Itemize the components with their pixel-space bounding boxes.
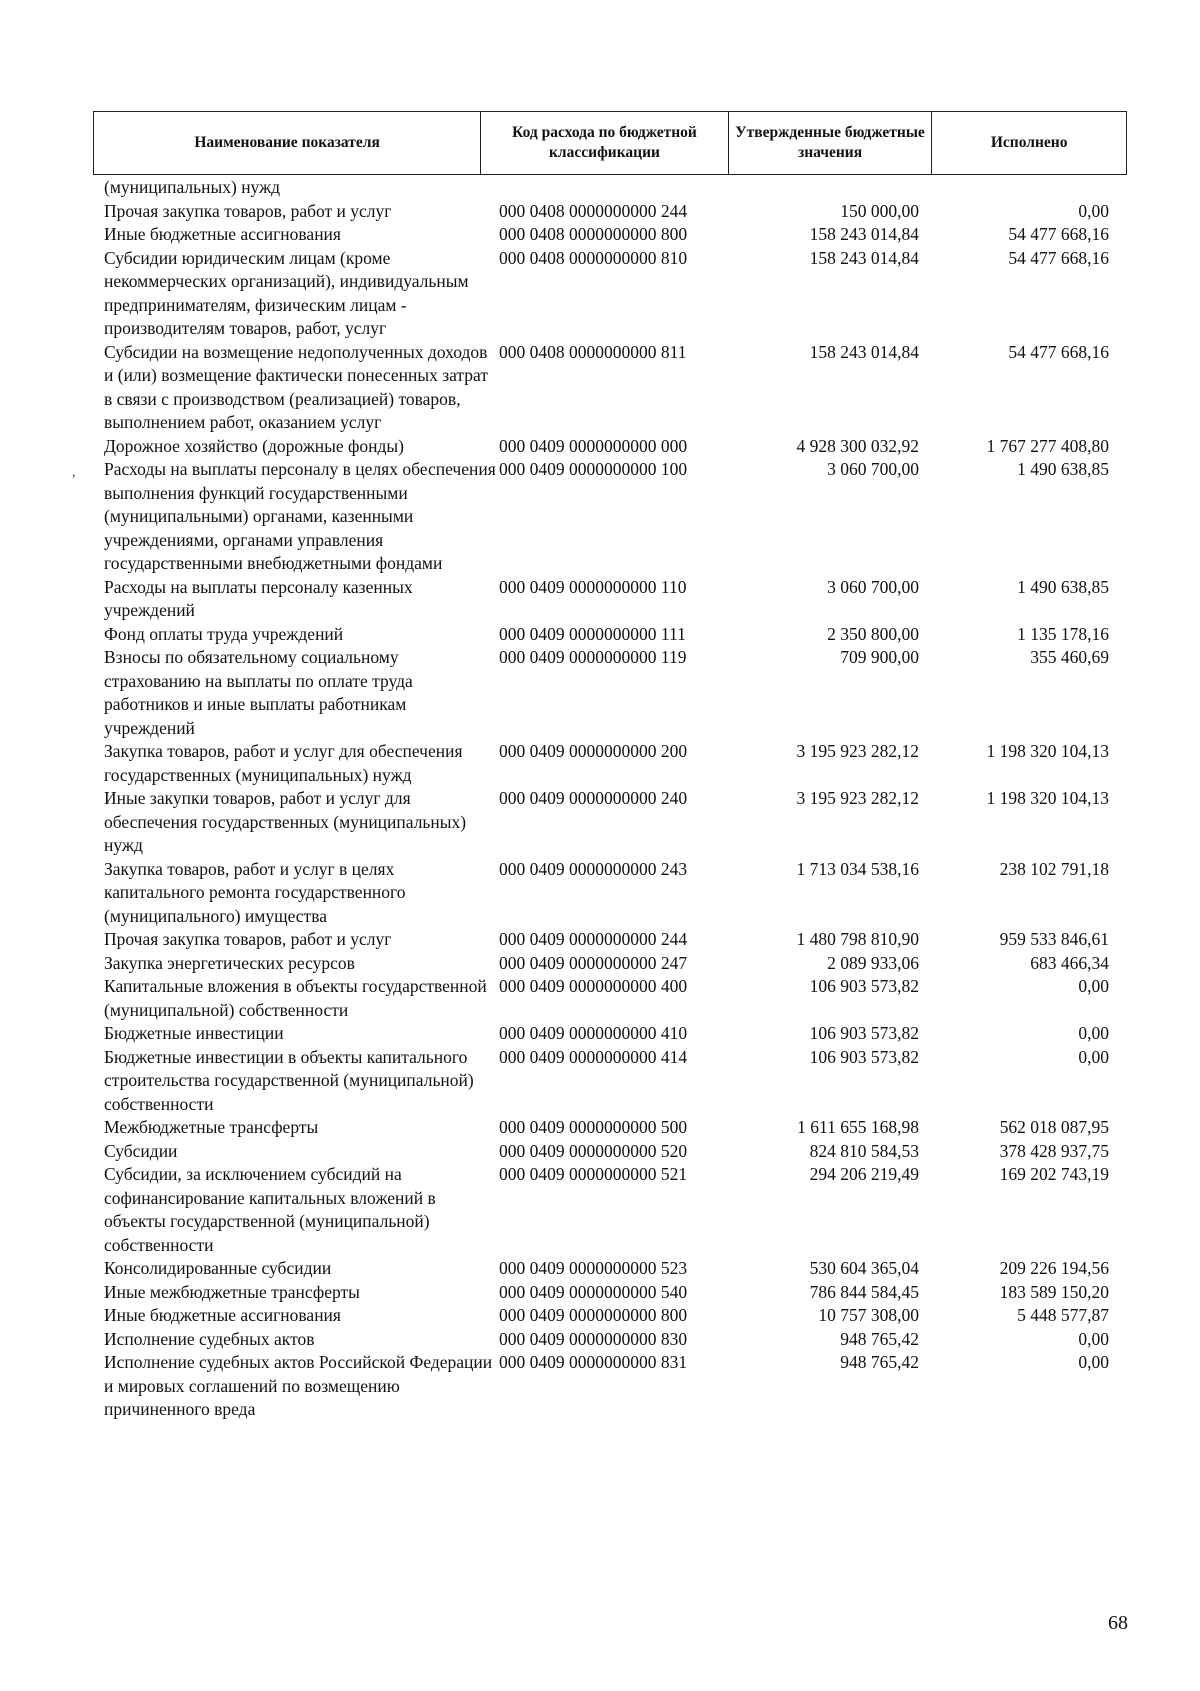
row-approved: 3 060 700,00 (827, 459, 919, 479)
table-row (104, 1328, 1124, 1352)
row-code: 000 0409 0000000000 200 (499, 741, 688, 761)
scan-mark: , (72, 465, 76, 480)
row-executed: 209 226 194,56 (999, 1258, 1109, 1278)
row-executed: 1 767 277 408,80 (986, 435, 1109, 456)
table-row (104, 1116, 1124, 1140)
header-executed: Исполнено (990, 134, 1068, 151)
row-approved: 10 757 308,00 (818, 1305, 919, 1325)
row-executed: 683 466,34 (1030, 952, 1109, 973)
row-code: 000 0409 0000000000 830 (499, 1328, 688, 1349)
page-number: 68 (1108, 1612, 1128, 1634)
row-approved: 2 089 933,06 (827, 952, 919, 973)
row-approved: 106 903 573,82 (809, 1023, 919, 1043)
row-name: Иные бюджетные ассигнования (104, 1305, 341, 1325)
table-row (104, 223, 1124, 247)
row-code: 000 0409 0000000000 100 (499, 459, 688, 479)
table-row (104, 1257, 1124, 1281)
table-row (104, 247, 1124, 341)
table-header (93, 111, 1127, 175)
row-code: 000 0409 0000000000 243 (499, 858, 688, 879)
row-name: Субсидии на возмещение недополученных доходов и (или) возмещение фактически понесенных затрат в связи с производством (реализацией) товаров, выполнением работ, оказанием услуг (104, 341, 489, 432)
row-code: 000 0409 0000000000 119 (499, 647, 687, 667)
row-executed: 0,00 (1078, 200, 1109, 221)
row-name: Иные закупки товаров, работ и услуг для обеспечения государственных (муниципальных) нужд (104, 788, 467, 855)
table-row (104, 576, 1124, 623)
row-approved: 106 903 573,82 (809, 976, 919, 996)
row-code: 000 0409 0000000000 540 (499, 1281, 688, 1302)
row-code (499, 176, 719, 200)
row-code: 000 0409 0000000000 521 (499, 1164, 688, 1184)
row-code: 000 0408 0000000000 800 (499, 224, 688, 244)
table-body (104, 176, 1124, 1422)
row-name: Иные межбюджетные трансферты (104, 1281, 360, 1302)
row-approved: 786 844 584,45 (809, 1281, 919, 1302)
row-code: 000 0409 0000000000 523 (499, 1258, 688, 1278)
row-code: 000 0409 0000000000 831 (499, 1352, 688, 1372)
row-executed: 5 448 577,87 (1017, 1305, 1109, 1325)
row-approved: 150 000,00 (840, 200, 919, 221)
row-code: 000 0409 0000000000 414 (499, 1046, 688, 1067)
header-approved: Утвержденные бюджетные значения (729, 112, 933, 174)
row-code: 000 0409 0000000000 244 (499, 929, 688, 949)
row-code: 000 0409 0000000000 240 (499, 788, 688, 808)
row-executed: 1 198 320 104,13 (986, 788, 1109, 808)
row-name: Исполнение судебных актов (104, 1328, 315, 1349)
row-name: Межбюджетные трансферты (104, 1117, 319, 1137)
table-row (104, 458, 1124, 576)
row-name: Прочая закупка товаров, работ и услуг (104, 929, 392, 949)
row-executed: 0,00 (1078, 1328, 1109, 1349)
table-row (104, 975, 1124, 1022)
row-name: Бюджетные инвестиции в объекты капитального строительства государственной (муниципальной) собственности (104, 1046, 474, 1114)
table-row (104, 435, 1124, 459)
table-row (104, 952, 1124, 976)
row-name: Фонд оплаты труда учреждений (104, 623, 344, 644)
row-approved: 1 713 034 538,16 (796, 858, 919, 879)
table-row (104, 928, 1124, 952)
table-row (104, 623, 1124, 647)
row-executed: 959 533 846,61 (999, 929, 1109, 949)
row-name: Расходы на выплаты персоналу казенных учреждений (104, 576, 413, 620)
table-row (104, 858, 1124, 929)
row-code: 000 0408 0000000000 810 (499, 247, 688, 268)
row-executed: 0,00 (1078, 1023, 1109, 1043)
row-code: 000 0408 0000000000 244 (499, 200, 688, 221)
row-name: Закупка товаров, работ и услуг в целях капитального ремонта государственного (муниципального) имущества (104, 858, 406, 926)
row-approved: 1 480 798 810,90 (796, 929, 919, 949)
row-approved: 158 243 014,84 (809, 224, 919, 244)
row-approved: 948 765,42 (840, 1328, 919, 1349)
row-executed: 54 477 668,16 (1008, 341, 1109, 362)
row-code: 000 0409 0000000000 110 (499, 576, 687, 597)
table-row (104, 200, 1124, 224)
row-name: Иные бюджетные ассигнования (104, 224, 341, 244)
row-name: Расходы на выплаты персоналу в целях обеспечения выполнения функций государственными (муниципальными) органами, казенными учреждениями, органами управления государственными внебюджетными фондами (104, 459, 496, 573)
row-approved: 709 900,00 (840, 647, 919, 667)
row-executed: 378 428 937,75 (999, 1140, 1109, 1161)
row-approved (719, 176, 919, 200)
row-code: 000 0409 0000000000 247 (499, 952, 688, 973)
row-code: 000 0408 0000000000 811 (499, 341, 687, 362)
row-executed: 1 490 638,85 (1017, 576, 1109, 597)
row-name: Дорожное хозяйство (дорожные фонды) (104, 435, 405, 456)
row-approved: 1 611 655 168,98 (797, 1117, 919, 1137)
table-row (104, 1304, 1124, 1328)
row-executed: 355 460,69 (1030, 647, 1109, 667)
row-code: 000 0409 0000000000 410 (499, 1023, 688, 1043)
row-code: 000 0409 0000000000 400 (499, 976, 688, 996)
row-name: Субсидии юридическим лицам (кроме некоммерческих организаций), индивидуальным предпринимателям, физическим лицам - производителям товаров, работ, услуг (104, 247, 469, 338)
row-approved: 4 928 300 032,92 (796, 435, 919, 456)
row-name: (муниципальных) нужд (104, 177, 281, 197)
row-approved: 948 765,42 (840, 1352, 919, 1372)
table-row (104, 1351, 1124, 1422)
row-code: 000 0409 0000000000 000 (499, 435, 688, 456)
row-approved: 294 206 219,49 (809, 1164, 919, 1184)
row-executed: 0,00 (1078, 1046, 1109, 1067)
table-row (104, 1281, 1124, 1305)
table-row (104, 787, 1124, 858)
row-name: Прочая закупка товаров, работ и услуг (104, 200, 392, 221)
row-approved: 3 195 923 282,12 (796, 741, 919, 761)
row-code: 000 0409 0000000000 520 (499, 1140, 688, 1161)
row-approved: 530 604 365,04 (809, 1258, 919, 1278)
table-row (104, 341, 1124, 435)
header-code: Код расхода по бюджетной классификации (481, 112, 729, 174)
row-executed: 1 198 320 104,13 (986, 741, 1109, 761)
table-row (104, 1046, 1124, 1117)
row-executed (919, 176, 1109, 200)
row-executed: 169 202 743,19 (999, 1164, 1109, 1184)
row-approved: 158 243 014,84 (809, 341, 919, 362)
table-row (104, 1022, 1124, 1046)
row-executed: 183 589 150,20 (999, 1281, 1109, 1302)
row-code: 000 0409 0000000000 111 (499, 623, 686, 644)
row-approved: 2 350 800,00 (827, 623, 919, 644)
row-name: Взносы по обязательному социальному страхованию на выплаты по оплате труда работников и иные выплаты работникам учреждений (104, 647, 413, 738)
row-executed: 238 102 791,18 (999, 858, 1109, 879)
row-executed: 54 477 668,16 (1008, 224, 1109, 244)
row-code: 000 0409 0000000000 800 (499, 1305, 688, 1325)
table-row (104, 1163, 1124, 1257)
row-name: Закупка товаров, работ и услуг для обеспечения государственных (муниципальных) нужд (104, 741, 463, 785)
table-row (104, 646, 1124, 740)
row-executed: 0,00 (1078, 976, 1109, 996)
table-row (104, 740, 1124, 787)
row-executed: 54 477 668,16 (1008, 247, 1109, 268)
row-code: 000 0409 0000000000 500 (499, 1117, 688, 1137)
table-row (104, 1140, 1124, 1164)
row-approved: 3 060 700,00 (827, 576, 919, 597)
row-executed: 1 135 178,16 (1017, 623, 1109, 644)
row-executed: 562 018 087,95 (999, 1117, 1109, 1137)
row-approved: 158 243 014,84 (809, 247, 919, 268)
row-name: Субсидии (104, 1140, 178, 1161)
row-approved: 3 195 923 282,12 (796, 788, 919, 808)
row-name: Бюджетные инвестиции (104, 1023, 284, 1043)
row-approved: 824 810 584,53 (809, 1140, 919, 1161)
row-name: Закупка энергетических ресурсов (104, 952, 355, 973)
row-name: Консолидированные субсидии (104, 1258, 332, 1278)
table-row (104, 176, 1124, 200)
header-name: Наименование показателя (94, 112, 481, 174)
row-executed: 1 490 638,85 (1017, 459, 1109, 479)
row-name: Исполнение судебных актов Российской Федерации и мировых соглашений по возмещению причиненного вреда (104, 1352, 493, 1419)
row-name: Капитальные вложения в объекты государственной (муниципальной) собственности (104, 976, 487, 1020)
row-name: Субсидии, за исключением субсидий на софинансирование капитальных вложений в объекты государственной (муниципальной) собственности (104, 1164, 436, 1255)
row-executed: 0,00 (1078, 1352, 1109, 1372)
row-approved: 106 903 573,82 (809, 1046, 919, 1067)
